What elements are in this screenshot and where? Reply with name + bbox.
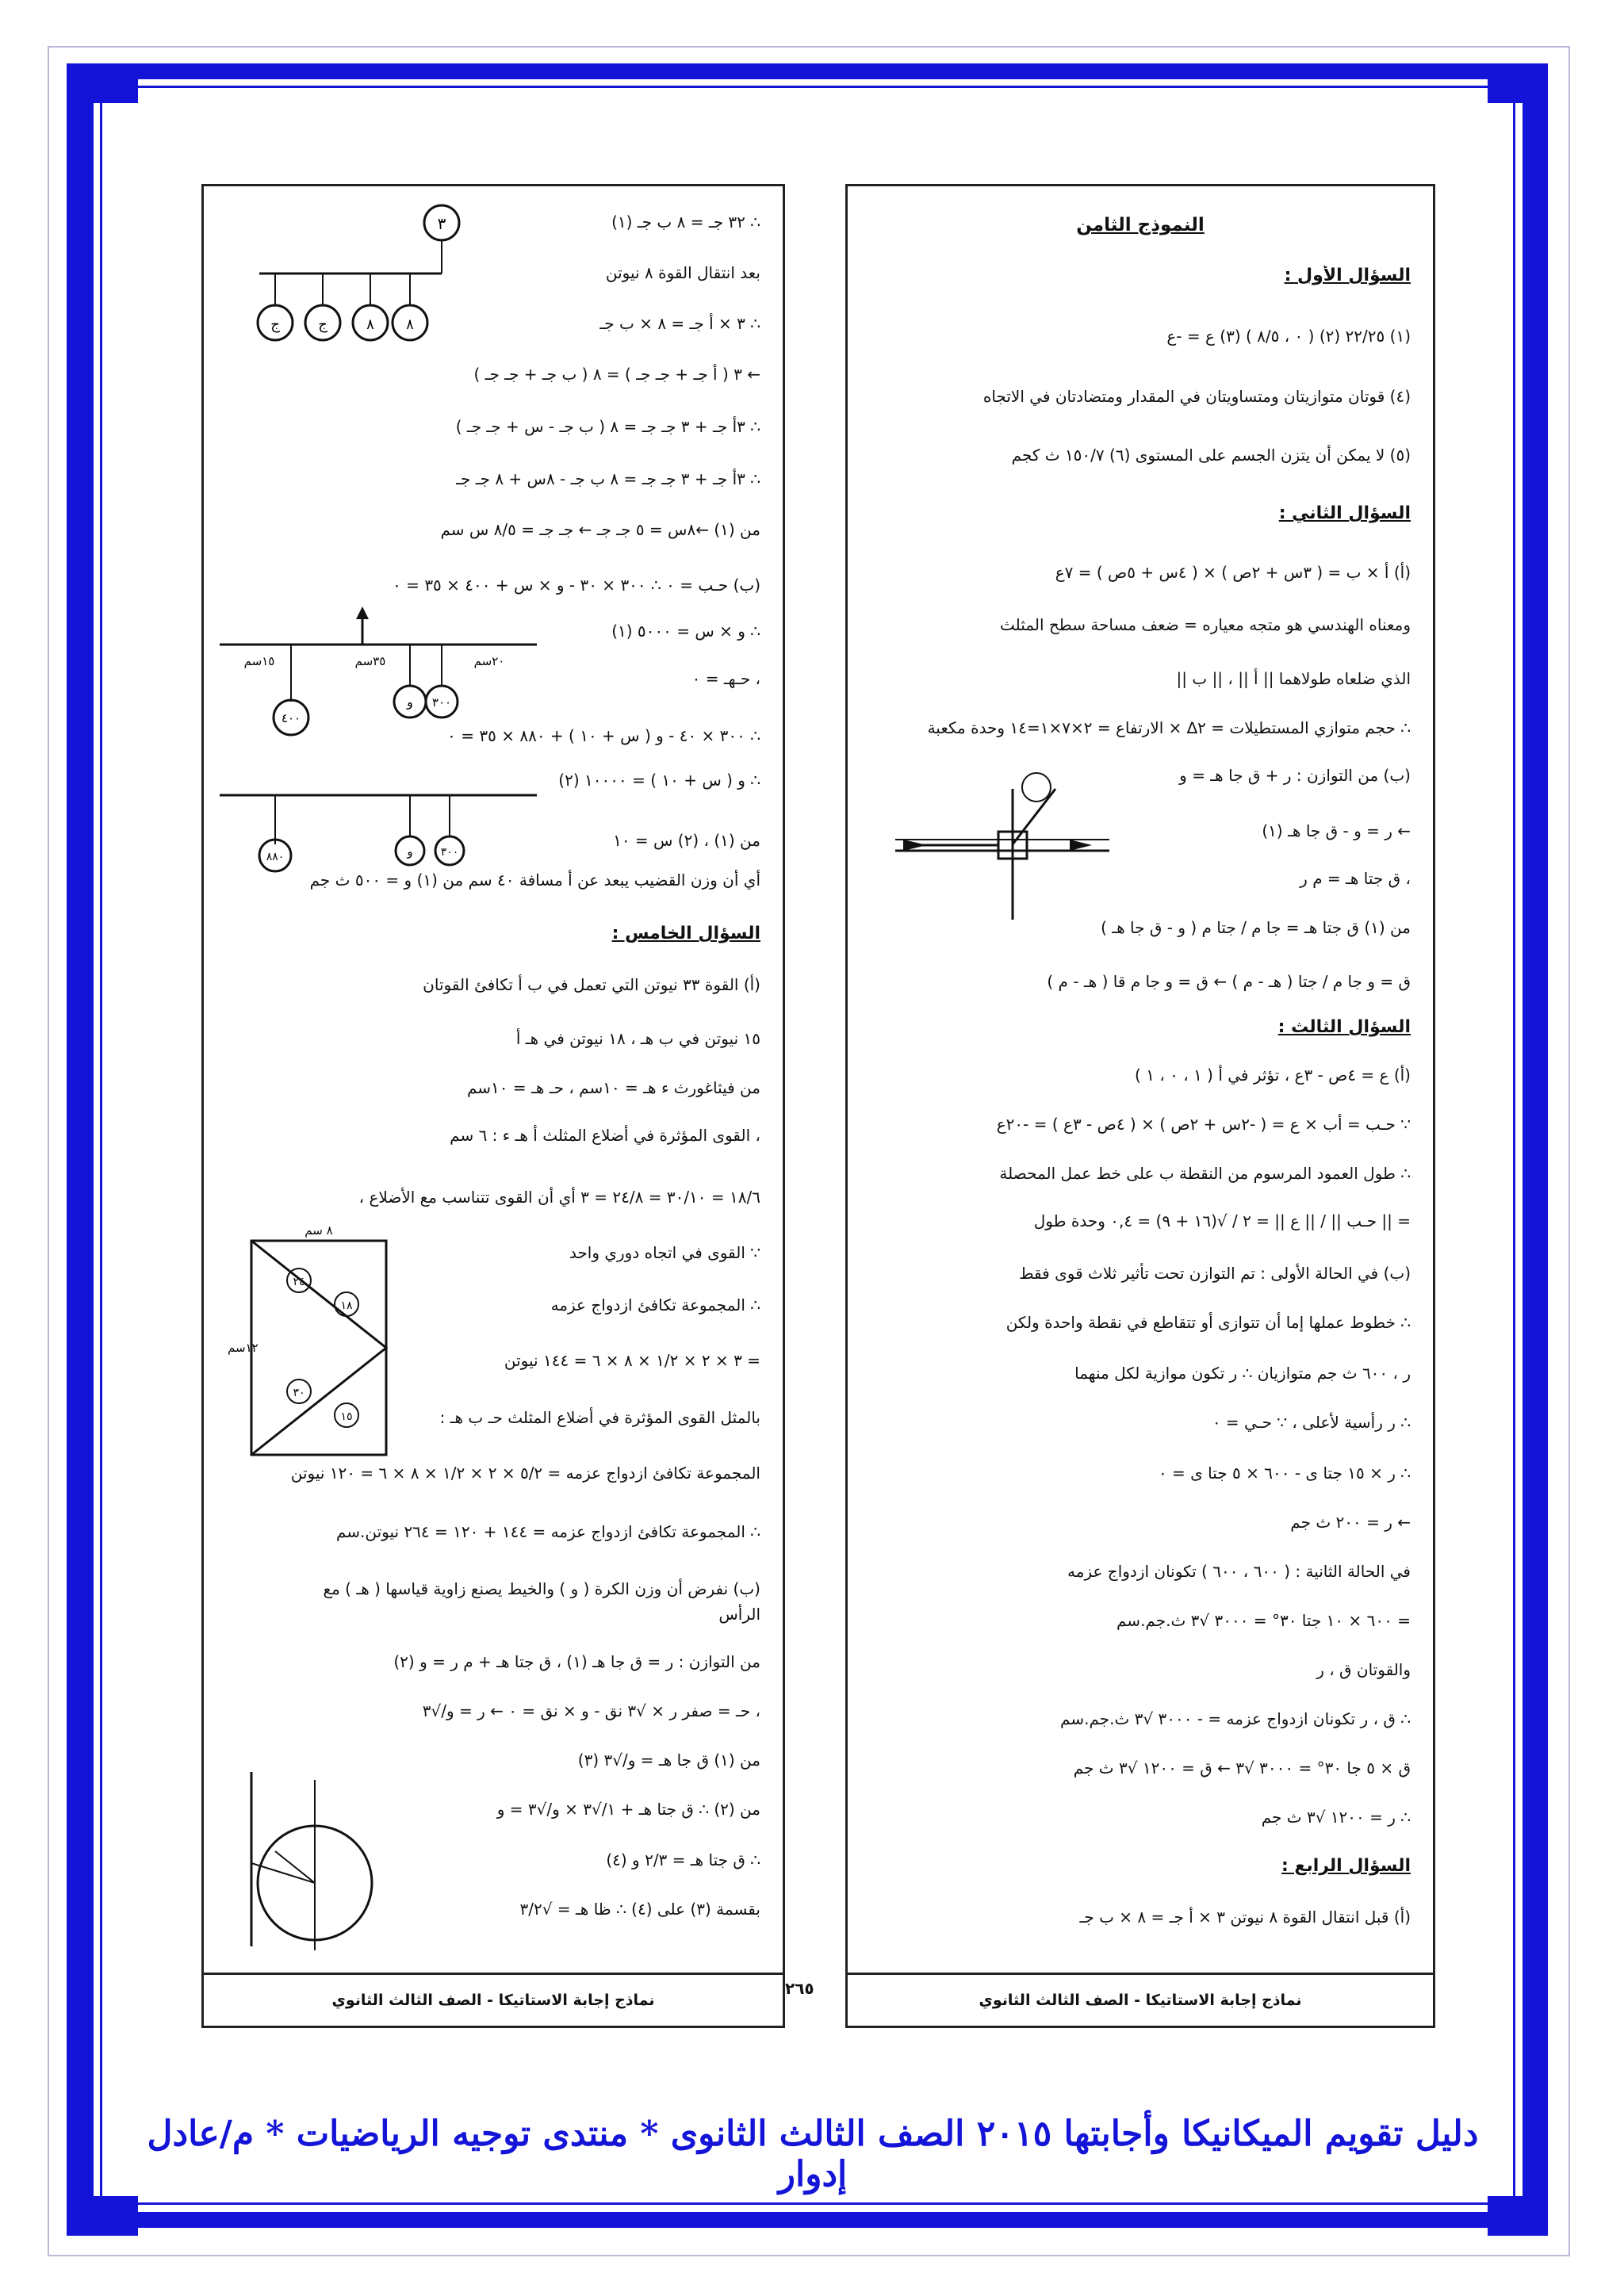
answer-line: ∴ ر رأسية لأعلى ، ∵ حـي = ٠ [1212, 1413, 1411, 1432]
answer-line: والقوتان ق ، ر [1316, 1660, 1411, 1679]
answer-line: ∴ ٣٢ جـ = ٨ ب جـ (١) [611, 212, 760, 232]
distance-label: ٢٠سم [473, 654, 505, 668]
rod-diagram-1 [212, 607, 553, 749]
answer-line: (أ) ع = ٤ص - ٣ع ، تؤثر في أ ( ١ ، ٠ ، ١ ) [1135, 1066, 1411, 1085]
answer-line: ← ٣ ( أ جـ + جـ جـ ) = ٨ ( ب جـ + جـ جـ ) [473, 365, 760, 384]
weight-label: ٨ [406, 316, 414, 333]
answer-line: (١) ٢٢/٢٥ (٢) ( ٠ ، ٨/٥ ) (٣) ع = -ع [1166, 327, 1411, 346]
answer-line: ∴ حجم متوازي المستطيلات = ٢∆ × الارتفاع = ٢×٧×١=١٤ وحدة مكعبة [927, 718, 1411, 737]
q5-heading: السؤال الخامس : [611, 924, 760, 943]
column-footer: نماذج إجابة الاستاتيكا - الصف الثالث الثانوي [204, 1973, 783, 2026]
weight-label: ٣ [437, 214, 446, 233]
answer-line: ، حـ = صفر ر × √٣ نق - و × نق = ٠ ← ر = و/√٣ [422, 1701, 760, 1720]
frame-bottom [111, 2212, 1515, 2228]
answer-line: = ٣ × ٢ × ١/٢ × ٨ × ٦ = ١٤٤ نيوتن [504, 1351, 760, 1370]
frame-bottom-inner [111, 2202, 1515, 2205]
frame-right [1522, 63, 1548, 2236]
answer-line: ١٥ نيوتن في ب هـ ، ١٨ نيوتن في هـ أ [515, 1029, 760, 1048]
answer-line: ∴ و ( س + ١٠ ) = ١٠٠٠٠ (٢) [558, 771, 760, 790]
frame-right-inner [1513, 103, 1515, 2196]
weight-label: ٣٠٠ [431, 695, 452, 710]
answer-line: ← ر = و - ق جا هـ (١) [1262, 821, 1411, 840]
answer-line: من (١) ، (٢) س = ١٠ [613, 831, 760, 850]
answer-line: أي أن وزن القضيب يبعد عن أ مسافة ٤٠ سم من (١) و = ٥٠٠ ث جم [309, 871, 760, 890]
answer-line: في الحالة الثانية : ( ٦٠٠ ، ٦٠٠ ) تكونان ازدواج عزمه [1067, 1562, 1411, 1581]
weight-label: و [407, 695, 413, 710]
force-label: ١٨ [340, 1299, 353, 1312]
distance-label: ١٥سم [243, 654, 275, 668]
answer-line: (ب) حـب = ٠ ∴ ٣٠٠ × ٣٠ - و × س + ٤٠٠ × ٣٥ = ٠ [393, 576, 760, 595]
answer-line: المجموعة تكافئ ازدواج عزمه = ٥/٢ × ٢ × ١/٢ × ٨ × ٦ = ١٢٠ نيوتن [290, 1464, 760, 1483]
weight-label: و [407, 844, 413, 859]
weight-label: ٨ [366, 316, 374, 333]
answer-line: ١٨/٦ = ٣٠/١٠ = ٢٤/٨ = ٣ أي أن القوى تتناسب مع الأضلاع ، [358, 1188, 760, 1207]
force-label: ١٥ [340, 1410, 353, 1423]
q3-heading: السؤال الثالث : [1277, 1017, 1411, 1037]
frame-corner [67, 63, 138, 103]
answer-line: ∴ ٣أ جـ + ٣ جـ جـ = ٨ ( ب جـ - س + جـ جـ ) [455, 417, 760, 436]
frame-corner [1488, 2196, 1548, 2236]
answer-line: (أ) أ × ب = ( ٣س + ٢ص ) × ( ٤س + ٥ص ) = ٧ع [1055, 563, 1411, 582]
side-label: ٨ سم [304, 1223, 333, 1238]
answer-line: ومعناه الهندسي هو متجه معياره = ضعف مساحة سطح المثلث [1000, 615, 1411, 634]
weight-label: ٨٨٠ [266, 851, 285, 863]
model-title: النموذج الثامن [1076, 215, 1205, 235]
answer-line: ∴ و × س = ٥٠٠٠ (١) [611, 622, 760, 641]
answer-line: من (٢) ∴ ق جتا هـ + ١/√٣ × و/√٣ = و [496, 1800, 760, 1819]
answer-line: (ب) في الحالة الأولى : تم التوازن تحت تأثير ثلاث قوى فقط [1019, 1264, 1411, 1283]
answer-line: من التوازن : ر = ق جا هـ (١) ، ق جتا هـ + م ر = و (٢) [393, 1652, 760, 1671]
distance-label: ٣٥سم [354, 654, 386, 668]
answer-line: ∴ ٣أ جـ + ٣ جـ جـ = ٨ ب جـ - ٨س + ٨ جـ جـ [456, 469, 760, 488]
answer-line: ∴ ق ، ر تكونان ازدواج عزمه = - ٣٠٠٠ √٣ ث.جم.سم [1060, 1709, 1411, 1728]
left-column-text [204, 186, 783, 1959]
frame-top-inner [111, 86, 1515, 88]
frame-corner [1488, 63, 1548, 103]
answer-line: من (١) ق جتا هـ = جا م / جتا م ( و - ق جا هـ ) [1101, 918, 1411, 937]
answer-line: ∴ المجموعة تكافئ ازدواج عزمه [550, 1295, 760, 1314]
weight-label: ٣٠٠ [440, 846, 459, 859]
right-page-column [845, 184, 1435, 2028]
answer-line: ∴ ٣ × أ جـ = ٨ × ب جـ [599, 314, 760, 333]
answer-line: من (١) ←٨س = ٥ جـ جـ ← جـ جـ = ٨/٥ س سم [440, 520, 760, 539]
frame-left [67, 63, 94, 2236]
answer-line: ∴ ق جتا هـ = ٢/٣ و (٤) [606, 1850, 760, 1869]
side-label: ١٢سم [228, 1341, 259, 1355]
answer-line: ، ق جتا هـ = م ر [1300, 869, 1411, 888]
answer-line: ، حـهـ = ٠ [691, 669, 760, 688]
answer-line: ← ر = ٢٠٠ ث جم [1290, 1513, 1411, 1532]
force-label: ٢٤ [293, 1276, 305, 1288]
answer-line: = ٦٠٠ × ١٠ جتا ٣٠° = ٣٠٠٠ √٣ ث.جم.سم [1116, 1611, 1411, 1630]
answer-line: ق = و جا م / جتا ( هـ - م ) ← ق = و جا م قا ( هـ - م ) [1047, 972, 1411, 991]
answer-line: ∴ المجموعة تكافئ ازدواج عزمه = ١٤٤ + ١٢٠ = ٢٦٤ نيوتن.سم [335, 1522, 760, 1541]
frame-corner [67, 2196, 138, 2236]
answer-line: بقسمة (٣) على (٤) ∴ ظا هـ = √٣/٢ [519, 1900, 760, 1919]
answer-line: ، القوى المؤثرة في أضلاع المثلث أ هـ ء : ٦ سم [450, 1126, 760, 1145]
answer-line: (أ) قبل انتقال القوة ٨ نيوتن ٣ × أ جـ = ٨ × ب جـ [1079, 1908, 1411, 1927]
answer-line: بعد انتقال القوة ٨ نيوتن [605, 263, 760, 282]
answer-line: من فيثاغورث ء هـ = ١٠سم ، حـ هـ = ١٠سم [466, 1078, 760, 1097]
answer-line: ∵ حـب = أب × ع = ( -٢س + ٢ص ) × ( ٤ص - ٣ع ) = -٢٠ع [996, 1115, 1411, 1134]
block-on-plane-diagram [879, 757, 1117, 932]
answer-line: (٤) قوتان متوازيتان ومتساويتان في المقدار ومتضادتان في الاتجاه [982, 387, 1411, 406]
answer-line: الرأس [718, 1605, 760, 1624]
q4-heading: السؤال الرابع : [1281, 1856, 1411, 1876]
column-footer: نماذج إجابة الاستاتيكا - الصف الثالث الثانوي [848, 1973, 1433, 2026]
page-number: ٢٦٥ [785, 1979, 814, 1998]
rod-diagram-2 [212, 773, 553, 876]
q1-heading: السؤال الأول : [1284, 266, 1411, 285]
frame-left-inner [100, 103, 102, 2196]
answer-line: ∴ خطوط عملها إما أن تتوازى أو تتقاطع في نقطة واحدة ولكن [1005, 1313, 1411, 1332]
answer-line: (٥) لا يمكن أن يتزن الجسم على المستوى (٦) ١٥٠/٧ ث كجم [1011, 446, 1411, 465]
q2-heading: السؤال الثاني : [1278, 503, 1411, 523]
answer-line: بالمثل القوى المؤثرة في أضلاع المثلث حـ ب هـ : [439, 1408, 760, 1427]
answer-line: ∴ طول العمود المرسوم من النقطة ب على خط عمل المحصلة [999, 1164, 1411, 1183]
answer-line: (أ) القوة ٣٣ نيوتن التي تعمل في ب أ تكافئ القوتان [423, 975, 760, 994]
forces-rectangle-diagram [220, 1217, 458, 1471]
answer-line: ∵ القوى في اتجاه دوري واحد [569, 1243, 760, 1262]
answer-line: ∴ ر × ١٥ جتا ى - ٦٠٠ × ٥ جتا ى = ٠ [1158, 1464, 1411, 1483]
answer-line: ر ، ٦٠٠ ث جم متوازيان ∴ ر تكون موازية لكل منهما [1074, 1364, 1411, 1383]
answer-line: ∴ ٣٠٠ × ٤٠ - و ( س + ١٠ ) + ٨٨٠ × ٣٥ = ٠ [447, 726, 760, 745]
answer-line: = || حـب || / || ع || = ٢ / √(١٦ + ٩) = ٠,٤ وحدة طول [1033, 1211, 1411, 1230]
force-label: ٣٠ [293, 1387, 305, 1399]
left-page-column [201, 184, 785, 2028]
weight-label: ج [318, 316, 327, 333]
answer-line: من (١) ق جا هـ = و/√٣ (٣) [577, 1751, 760, 1770]
ball-wall-diagram [228, 1764, 402, 1954]
document-footer-title: دليل تقويم الميكانيكا وأجابتها ٢٠١٥ الصف الثالث الثانوى * منتدى توجيه الرياضيات * م/عادل إدوار [147, 2114, 1479, 2195]
right-column-text [848, 186, 1433, 1959]
hanging-weights-diagram [228, 202, 473, 369]
answer-line: ∴ ر = ١٢٠٠ √٣ ث جم [1261, 1808, 1411, 1827]
answer-line: الذي ضلعاه طولاهما || أ || ، || ب || [1176, 669, 1411, 688]
answer-line: (ب) نفرض أن وزن الكرة ( و ) والخيط يصنع زاوية قياسها ( هـ ) مع [323, 1579, 760, 1598]
answer-line: ق × ٥ جا ٣٠° = ٣٠٠٠ √٣ ← ق = ١٢٠٠ √٣ ث جم [1073, 1758, 1411, 1777]
frame-top [111, 63, 1515, 79]
weight-label: ج [270, 316, 280, 333]
answer-line: (ب) من التوازن : ر + ق جا هـ = و [1179, 766, 1411, 785]
weight-label: ٤٠٠ [281, 711, 301, 725]
